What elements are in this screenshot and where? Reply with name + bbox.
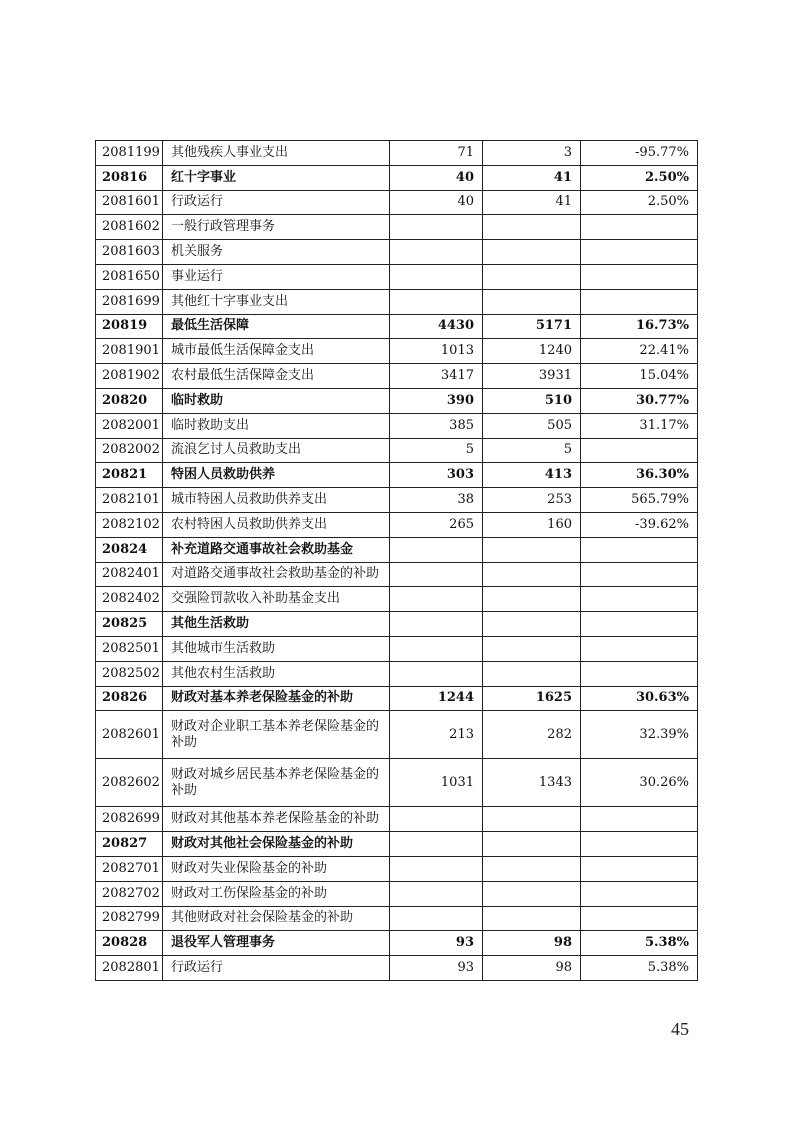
table-row bbox=[96, 807, 698, 832]
percent-cell: 30.77% bbox=[581, 388, 698, 413]
percent-cell: 36.30% bbox=[581, 463, 698, 488]
code-cell: 2082702 bbox=[96, 881, 163, 906]
table-row bbox=[96, 931, 698, 956]
code-cell: 20816 bbox=[96, 165, 163, 190]
name-cell: 财政对工伤保险基金的补助 bbox=[163, 881, 390, 906]
value-cell-1 bbox=[390, 832, 483, 857]
name-cell: 财政对其他基本养老保险基金的补助 bbox=[163, 807, 390, 832]
value-cell-2: 253 bbox=[483, 488, 581, 513]
code-cell: 20820 bbox=[96, 388, 163, 413]
table-row bbox=[96, 190, 698, 215]
name-cell: 农村特困人员救助供养支出 bbox=[163, 512, 390, 537]
value-cell-1: 213 bbox=[390, 711, 483, 759]
percent-cell bbox=[581, 881, 698, 906]
table-row bbox=[96, 686, 698, 711]
table-row bbox=[96, 413, 698, 438]
name-cell: 农村最低生活保障金支出 bbox=[163, 364, 390, 389]
value-cell-2 bbox=[483, 289, 581, 314]
code-cell: 2081650 bbox=[96, 264, 163, 289]
name-cell: 临时救助 bbox=[163, 388, 390, 413]
name-cell: 其他生活救助 bbox=[163, 612, 390, 637]
percent-cell bbox=[581, 856, 698, 881]
percent-cell bbox=[581, 240, 698, 265]
code-cell: 2082402 bbox=[96, 587, 163, 612]
percent-cell bbox=[581, 264, 698, 289]
name-cell: 财政对城乡居民基本养老保险基金的补助 bbox=[163, 759, 390, 807]
table-row bbox=[96, 832, 698, 857]
name-cell: 财政对基本养老保险基金的补助 bbox=[163, 686, 390, 711]
code-cell: 2081603 bbox=[96, 240, 163, 265]
code-cell: 20819 bbox=[96, 314, 163, 339]
name-cell: 最低生活保障 bbox=[163, 314, 390, 339]
code-cell: 2081901 bbox=[96, 339, 163, 364]
name-cell: 对道路交通事故社会救助基金的补助 bbox=[163, 562, 390, 587]
budget-table bbox=[95, 140, 698, 981]
percent-cell bbox=[581, 562, 698, 587]
table-row bbox=[96, 759, 698, 807]
value-cell-2: 3931 bbox=[483, 364, 581, 389]
percent-cell bbox=[581, 537, 698, 562]
percent-cell bbox=[581, 438, 698, 463]
value-cell-2 bbox=[483, 832, 581, 857]
name-cell: 行政运行 bbox=[163, 190, 390, 215]
value-cell-1 bbox=[390, 856, 483, 881]
table-row bbox=[96, 956, 698, 981]
code-cell: 2081699 bbox=[96, 289, 163, 314]
code-cell: 2082001 bbox=[96, 413, 163, 438]
value-cell-2: 5 bbox=[483, 438, 581, 463]
value-cell-1: 1013 bbox=[390, 339, 483, 364]
table-row bbox=[96, 314, 698, 339]
code-cell: 20826 bbox=[96, 686, 163, 711]
value-cell-2: 98 bbox=[483, 931, 581, 956]
table-row bbox=[96, 512, 698, 537]
value-cell-2 bbox=[483, 906, 581, 931]
table-row bbox=[96, 537, 698, 562]
code-cell: 20825 bbox=[96, 612, 163, 637]
name-cell: 交强险罚款收入补助基金支出 bbox=[163, 587, 390, 612]
percent-cell bbox=[581, 832, 698, 857]
name-cell: 流浪乞讨人员救助支出 bbox=[163, 438, 390, 463]
code-cell: 2082002 bbox=[96, 438, 163, 463]
name-cell: 行政运行 bbox=[163, 956, 390, 981]
percent-cell: 31.17% bbox=[581, 413, 698, 438]
code-cell: 2082101 bbox=[96, 488, 163, 513]
name-cell: 财政对失业保险基金的补助 bbox=[163, 856, 390, 881]
table-row bbox=[96, 562, 698, 587]
percent-cell: 22.41% bbox=[581, 339, 698, 364]
value-cell-2: 1625 bbox=[483, 686, 581, 711]
name-cell: 其他财政对社会保险基金的补助 bbox=[163, 906, 390, 931]
code-cell: 2082502 bbox=[96, 661, 163, 686]
percent-cell: 2.50% bbox=[581, 190, 698, 215]
page-number: 45 bbox=[671, 1019, 689, 1039]
percent-cell: 16.73% bbox=[581, 314, 698, 339]
percent-cell: 30.26% bbox=[581, 759, 698, 807]
value-cell-2: 160 bbox=[483, 512, 581, 537]
table-row bbox=[96, 612, 698, 637]
value-cell-1 bbox=[390, 807, 483, 832]
name-cell: 城市特困人员救助供养支出 bbox=[163, 488, 390, 513]
name-cell: 机关服务 bbox=[163, 240, 390, 265]
name-cell: 其他残疾人事业支出 bbox=[163, 141, 390, 166]
value-cell-1: 303 bbox=[390, 463, 483, 488]
name-cell: 其他农村生活救助 bbox=[163, 661, 390, 686]
percent-cell bbox=[581, 215, 698, 240]
value-cell-2 bbox=[483, 636, 581, 661]
value-cell-2: 41 bbox=[483, 190, 581, 215]
value-cell-1 bbox=[390, 240, 483, 265]
value-cell-1: 4430 bbox=[390, 314, 483, 339]
value-cell-1 bbox=[390, 264, 483, 289]
code-cell: 2082102 bbox=[96, 512, 163, 537]
value-cell-1: 40 bbox=[390, 165, 483, 190]
table-row bbox=[96, 906, 698, 931]
table-row bbox=[96, 587, 698, 612]
name-cell: 特困人员救助供养 bbox=[163, 463, 390, 488]
percent-cell: 2.50% bbox=[581, 165, 698, 190]
code-cell: 20827 bbox=[96, 832, 163, 857]
percent-cell: 5.38% bbox=[581, 931, 698, 956]
code-cell: 2082501 bbox=[96, 636, 163, 661]
name-cell: 财政对其他社会保险基金的补助 bbox=[163, 832, 390, 857]
value-cell-2 bbox=[483, 587, 581, 612]
table-row bbox=[96, 339, 698, 364]
value-cell-1: 5 bbox=[390, 438, 483, 463]
percent-cell bbox=[581, 661, 698, 686]
value-cell-2: 41 bbox=[483, 165, 581, 190]
percent-cell bbox=[581, 289, 698, 314]
code-cell: 2082699 bbox=[96, 807, 163, 832]
code-cell: 20824 bbox=[96, 537, 163, 562]
code-cell: 2081199 bbox=[96, 141, 163, 166]
code-cell: 2082601 bbox=[96, 711, 163, 759]
value-cell-2 bbox=[483, 612, 581, 637]
value-cell-1: 1244 bbox=[390, 686, 483, 711]
value-cell-1 bbox=[390, 215, 483, 240]
table-body bbox=[96, 141, 698, 981]
value-cell-2: 5171 bbox=[483, 314, 581, 339]
code-cell: 2082801 bbox=[96, 956, 163, 981]
percent-cell: -95.77% bbox=[581, 141, 698, 166]
value-cell-1: 93 bbox=[390, 931, 483, 956]
percent-cell: 15.04% bbox=[581, 364, 698, 389]
code-cell: 2082799 bbox=[96, 906, 163, 931]
table-row bbox=[96, 215, 698, 240]
value-cell-2: 98 bbox=[483, 956, 581, 981]
value-cell-1: 390 bbox=[390, 388, 483, 413]
value-cell-1 bbox=[390, 906, 483, 931]
percent-cell bbox=[581, 807, 698, 832]
value-cell-1 bbox=[390, 661, 483, 686]
value-cell-2: 1343 bbox=[483, 759, 581, 807]
code-cell: 20821 bbox=[96, 463, 163, 488]
value-cell-2: 1240 bbox=[483, 339, 581, 364]
value-cell-2 bbox=[483, 881, 581, 906]
value-cell-2 bbox=[483, 240, 581, 265]
value-cell-1: 3417 bbox=[390, 364, 483, 389]
value-cell-1 bbox=[390, 289, 483, 314]
value-cell-1 bbox=[390, 881, 483, 906]
code-cell: 20828 bbox=[96, 931, 163, 956]
value-cell-2 bbox=[483, 215, 581, 240]
table-row bbox=[96, 165, 698, 190]
code-cell: 2081602 bbox=[96, 215, 163, 240]
name-cell: 城市最低生活保障金支出 bbox=[163, 339, 390, 364]
code-cell: 2081601 bbox=[96, 190, 163, 215]
code-cell: 2082401 bbox=[96, 562, 163, 587]
value-cell-1 bbox=[390, 537, 483, 562]
table-row bbox=[96, 438, 698, 463]
percent-cell: 30.63% bbox=[581, 686, 698, 711]
value-cell-2 bbox=[483, 537, 581, 562]
table-row bbox=[96, 364, 698, 389]
table-row bbox=[96, 661, 698, 686]
value-cell-1: 265 bbox=[390, 512, 483, 537]
value-cell-2: 505 bbox=[483, 413, 581, 438]
value-cell-1: 40 bbox=[390, 190, 483, 215]
value-cell-2 bbox=[483, 562, 581, 587]
name-cell: 财政对企业职工基本养老保险基金的补助 bbox=[163, 711, 390, 759]
table-row bbox=[96, 856, 698, 881]
value-cell-2 bbox=[483, 807, 581, 832]
percent-cell: 5.38% bbox=[581, 956, 698, 981]
value-cell-2 bbox=[483, 856, 581, 881]
name-cell: 临时救助支出 bbox=[163, 413, 390, 438]
code-cell: 2082701 bbox=[96, 856, 163, 881]
value-cell-1 bbox=[390, 636, 483, 661]
name-cell: 其他城市生活救助 bbox=[163, 636, 390, 661]
table-row bbox=[96, 264, 698, 289]
percent-cell: 32.39% bbox=[581, 711, 698, 759]
value-cell-1: 38 bbox=[390, 488, 483, 513]
value-cell-2: 282 bbox=[483, 711, 581, 759]
value-cell-2: 413 bbox=[483, 463, 581, 488]
table-row bbox=[96, 289, 698, 314]
table-row bbox=[96, 881, 698, 906]
name-cell: 补充道路交通事故社会救助基金 bbox=[163, 537, 390, 562]
value-cell-1: 1031 bbox=[390, 759, 483, 807]
name-cell: 红十字事业 bbox=[163, 165, 390, 190]
value-cell-2 bbox=[483, 264, 581, 289]
value-cell-2: 510 bbox=[483, 388, 581, 413]
code-cell: 2081902 bbox=[96, 364, 163, 389]
table-row bbox=[96, 240, 698, 265]
name-cell: 一般行政管理事务 bbox=[163, 215, 390, 240]
table-row bbox=[96, 488, 698, 513]
value-cell-1 bbox=[390, 562, 483, 587]
percent-cell: 565.79% bbox=[581, 488, 698, 513]
value-cell-1: 93 bbox=[390, 956, 483, 981]
value-cell-1: 71 bbox=[390, 141, 483, 166]
name-cell: 事业运行 bbox=[163, 264, 390, 289]
code-cell: 2082602 bbox=[96, 759, 163, 807]
percent-cell bbox=[581, 587, 698, 612]
value-cell-2 bbox=[483, 661, 581, 686]
name-cell: 退役军人管理事务 bbox=[163, 931, 390, 956]
table-row bbox=[96, 388, 698, 413]
table-row bbox=[96, 463, 698, 488]
percent-cell bbox=[581, 636, 698, 661]
value-cell-1 bbox=[390, 612, 483, 637]
percent-cell bbox=[581, 906, 698, 931]
table-row bbox=[96, 141, 698, 166]
table-row bbox=[96, 711, 698, 759]
value-cell-1 bbox=[390, 587, 483, 612]
value-cell-1: 385 bbox=[390, 413, 483, 438]
table-row bbox=[96, 636, 698, 661]
percent-cell bbox=[581, 612, 698, 637]
value-cell-2: 3 bbox=[483, 141, 581, 166]
percent-cell: -39.62% bbox=[581, 512, 698, 537]
name-cell: 其他红十字事业支出 bbox=[163, 289, 390, 314]
